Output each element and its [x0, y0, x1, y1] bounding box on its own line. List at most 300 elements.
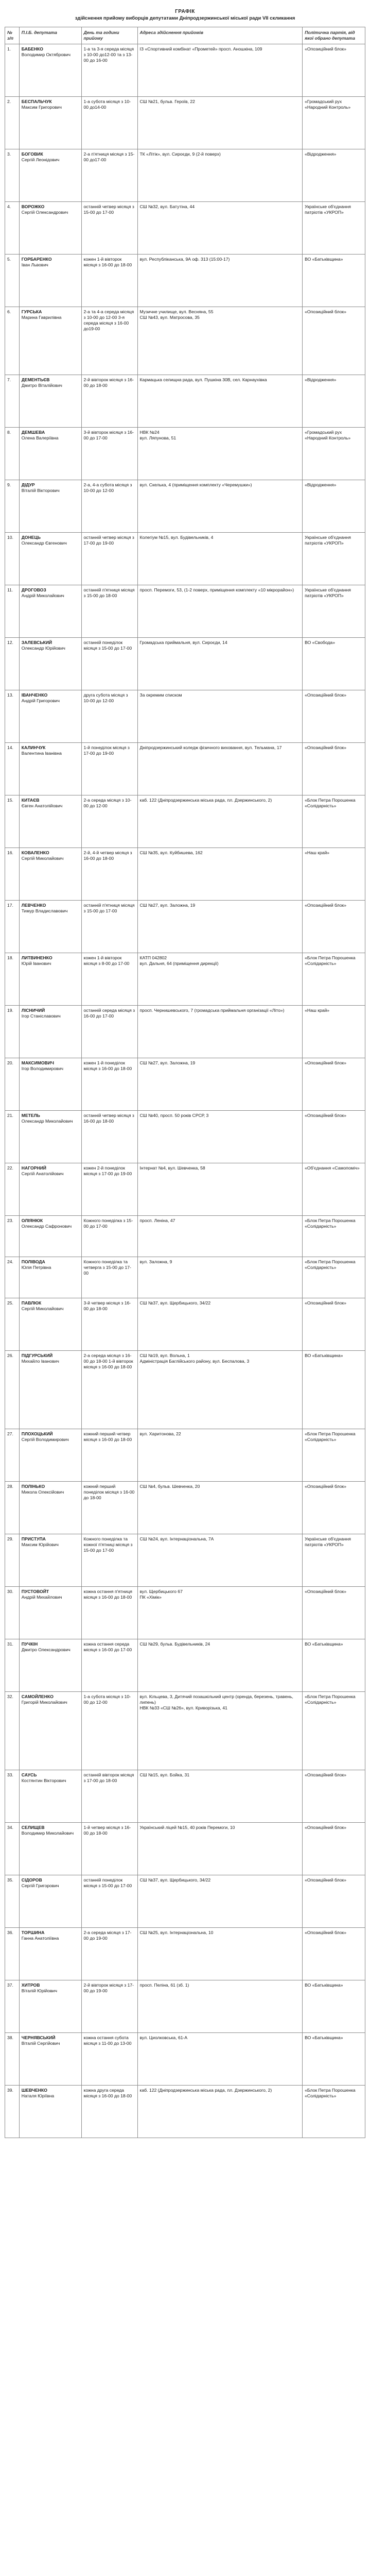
deputy-surname: ПАВЛЮК: [21, 1300, 42, 1306]
row-number: 34.: [5, 1823, 20, 1875]
deputy-name-cell: [19, 585, 81, 638]
table-row: [5, 1216, 365, 1257]
reception-address-cell: вул. Щербицького 67 ПК «Хімік»: [137, 1587, 303, 1639]
table-row: [5, 743, 365, 795]
reception-day-cell: кожна остання п'ятниця місяця з 16-00 до 18-00: [81, 1587, 137, 1639]
deputy-given-names: Максим Григорович: [21, 105, 62, 110]
reception-day-cell: 2-а та 4-а середа місяця з 10-00 до 12-00 3-я середа місяця з 16-00 до19-00: [81, 307, 137, 375]
reception-address-cell: СШ №24, вул. Інтернаціональна, 7А: [137, 1534, 303, 1587]
party-cell: «Опозиційний блок»: [303, 1770, 365, 1823]
reception-day-cell: кожен 1-й вівторок місяця з 8-00 до 17-00: [81, 953, 137, 1006]
row-number: 1.: [5, 44, 20, 97]
reception-day-cell: останній п'ятниця місяця з 15-00 до 18-00: [81, 585, 137, 638]
reception-address-cell: вул. Кільцева, 3, Дитячий позашкільний центр (оренда, березень, травень, липень) НВК №33 «СШ №26», вул. Криворізька, 41: [137, 1692, 303, 1770]
reception-address-cell: СШ №4, бульв. Шевченка, 20: [137, 1482, 303, 1534]
table-row: [5, 202, 365, 255]
reception-day-cell: 2-а п'ятниця місяця з 15-00 до17-00: [81, 149, 137, 202]
table-row: [5, 1639, 365, 1692]
table-row: [5, 149, 365, 202]
reception-day-cell: останній п'ятниця місяця з 15-00 до 17-00: [81, 901, 137, 953]
table-row: [5, 1692, 365, 1770]
deputy-name-cell: [19, 1639, 81, 1692]
row-number: 28.: [5, 1482, 20, 1534]
row-number: 3.: [5, 149, 20, 202]
reception-address-cell: СШ №35, вул. Куйбишева, 162: [137, 848, 303, 901]
reception-day-cell: друга субота місяця з 10-00 до 12-00: [81, 690, 137, 743]
table-row: [5, 1058, 365, 1111]
table-row: [5, 638, 365, 690]
reception-day-cell: кожний перший четвер місяця з 16-00 до 18-00: [81, 1429, 137, 1482]
deputy-surname: КИТАЄВ: [21, 798, 40, 803]
deputy-surname: СІДОРОВ: [21, 1877, 42, 1883]
party-cell: «Опозиційний блок»: [303, 901, 365, 953]
row-number: 13.: [5, 690, 20, 743]
row-number: 29.: [5, 1534, 20, 1587]
table-row: [5, 1823, 365, 1875]
deputy-surname: ШЕВЧЕНКО: [21, 2088, 47, 2093]
deputy-name-cell: [19, 1163, 81, 1216]
deputy-name-cell: [19, 2033, 81, 2086]
reception-address-cell: Громадська приймальня, вул. Сироєди, 14: [137, 638, 303, 690]
reception-day-cell: Кожного понеділка та четверга з 15-00 до 17-00: [81, 1257, 137, 1298]
table-row: [5, 2033, 365, 2086]
reception-address-cell: вул. Заложна, 9: [137, 1257, 303, 1298]
reception-day-cell: 2-а, 4-а субота місяця з 10-00 до 12-00: [81, 480, 137, 533]
row-number: 4.: [5, 202, 20, 255]
reception-day-cell: 2-а середа місяця з 17-00 до 19-00: [81, 1928, 137, 1980]
reception-address-cell: СШ №32, вул. Батутіна, 44: [137, 202, 303, 255]
reception-address-cell: Кармацька селищна рада, вул. Пушкіна 30В, сел. Карнаухівка: [137, 375, 303, 428]
reception-address-cell: СШ №29, бульв. Будівельників, 24: [137, 1639, 303, 1692]
deputy-given-names: Віталій Вікторович: [21, 488, 60, 493]
deputy-given-names: Сергій Миколайович: [21, 1306, 64, 1311]
deputy-given-names: Олександр Сафронович: [21, 1224, 72, 1229]
row-number: 6.: [5, 307, 20, 375]
deputy-name-cell: [19, 428, 81, 480]
reception-address-cell: просп. Чернишевського, 7 (громадська приймальня організації «Літо»): [137, 1006, 303, 1058]
reception-address-cell: вул. Циолковська, 61-А: [137, 2033, 303, 2086]
party-cell: «Блок Петра Порошенка «Солідарність»: [303, 953, 365, 1006]
table-row: [5, 1928, 365, 1980]
row-number: 2.: [5, 97, 20, 149]
deputy-surname: МАКСИМОВИЧ: [21, 1060, 54, 1065]
deputy-given-names: Дмитро Віталійович: [21, 383, 62, 388]
party-cell: ВО «Батьківщина»: [303, 1639, 365, 1692]
deputy-surname: БАБЕНКО: [21, 46, 43, 52]
deputy-surname: ХИТРОВ: [21, 1982, 40, 1988]
document-heading: [5, 8, 365, 22]
deputy-surname: БОГОВИК: [21, 151, 43, 157]
deputy-surname: ДІДУР: [21, 482, 35, 487]
deputy-name-cell: [19, 953, 81, 1006]
reception-day-cell: Кожного понеділка з 15-00 до 17-00: [81, 1216, 137, 1257]
deputy-name-cell: [19, 480, 81, 533]
deputy-name-cell: [19, 1006, 81, 1058]
deputy-given-names: Ігор Станіславович: [21, 1013, 61, 1019]
deputy-given-names: Сергій Миколайович: [21, 856, 64, 861]
reception-day-cell: кожний перший понеділок місяця з 16-00 до 18-00: [81, 1482, 137, 1534]
reception-address-cell: просп. Перемоги, 53, (1-2 поверх, приміщення комплекту «10 мікрорайон»): [137, 585, 303, 638]
deputy-surname: КОВАЛЕНКО: [21, 850, 49, 855]
table-row: [5, 1111, 365, 1163]
deputy-surname: ПЛОХОЦЬКИЙ: [21, 1431, 53, 1436]
reception-address-cell: СШ №40, просп. 50 років СРСР, 3: [137, 1111, 303, 1163]
deputy-given-names: Андрій Михайлович: [21, 1595, 62, 1600]
deputy-given-names: Максим Юрійович: [21, 1542, 59, 1547]
party-cell: «Опозиційний блок»: [303, 1587, 365, 1639]
party-cell: «Громадський рух «Народний Контроль»: [303, 428, 365, 480]
party-cell: Українське об'єднання патріотів «УКРОП»: [303, 533, 365, 585]
reception-address-cell: просп. Леніна, 47: [137, 1216, 303, 1257]
reception-day-cell: 3-й четвер місяця з 16-00 до 18-00: [81, 1298, 137, 1351]
reception-day-cell: кожен 2-й понеділок місяця з 17-00 до 19-00: [81, 1163, 137, 1216]
party-cell: ВО «Батьківщина»: [303, 1980, 365, 2033]
deputy-given-names: Віталій Юрійович: [21, 1988, 57, 1993]
deputy-given-names: Володимир Миколайович: [21, 1831, 74, 1836]
deputy-name-cell: [19, 1875, 81, 1928]
deputy-name-cell: [19, 638, 81, 690]
deputy-name-cell: [19, 1587, 81, 1639]
header-name: П.І.Б. депутата: [19, 27, 81, 44]
reception-address-cell: Музичне училище, вул. Весняна, 55 СШ №43, вул. Матросова, 35: [137, 307, 303, 375]
row-number: 39.: [5, 2086, 20, 2138]
deputy-surname: МЕТЕЛЬ: [21, 1113, 40, 1118]
deputy-given-names: Сергій Григорович: [21, 1883, 59, 1888]
deputy-name-cell: [19, 375, 81, 428]
party-cell: «Опозиційний блок»: [303, 1111, 365, 1163]
reception-day-cell: 2-й, 4-й четвер місяця з 16-00 до 18-00: [81, 848, 137, 901]
party-cell: «Відродження»: [303, 480, 365, 533]
table-row: [5, 1534, 365, 1587]
deputy-surname: СЕЛИЩЕВ: [21, 1825, 45, 1830]
deputy-name-cell: [19, 149, 81, 202]
party-cell: ВО «Батьківщина»: [303, 255, 365, 307]
deputy-surname: ЛЕВЧЕНКО: [21, 903, 46, 908]
row-number: 24.: [5, 1257, 20, 1298]
reception-day-cell: 1-й понеділок місяця з 17-00 до 19-00: [81, 743, 137, 795]
table-row: [5, 795, 365, 848]
deputy-given-names: Юрій Іванович: [21, 961, 51, 966]
deputy-surname: ПОЛІНЬКО: [21, 1484, 45, 1489]
table-row: [5, 428, 365, 480]
deputy-surname: НАГОРНИЙ: [21, 1165, 46, 1171]
party-cell: Українське об'єднання патріотів «УКРОП»: [303, 202, 365, 255]
party-cell: ВО «Батьківщина»: [303, 1351, 365, 1429]
table-row: [5, 480, 365, 533]
deputy-surname: ПРИСТУПА: [21, 1536, 46, 1541]
reception-day-cell: 3-й вівторок місяця з 16-00 до 17-00: [81, 428, 137, 480]
reception-day-cell: Кожного понеділка та кожної п'ятниці місяця з 15-00 до 17-00: [81, 1534, 137, 1587]
deputy-given-names: Григорій Миколайович: [21, 1700, 67, 1705]
deputy-given-names: Валентина Іванівна: [21, 751, 62, 756]
table-row: [5, 953, 365, 1006]
deputy-name-cell: [19, 690, 81, 743]
deputy-given-names: Олександр Юрійович: [21, 646, 65, 651]
deputy-name-cell: [19, 795, 81, 848]
deputy-given-names: Наталя Юріївна: [21, 2093, 55, 2098]
row-number: 33.: [5, 1770, 20, 1823]
deputy-name-cell: [19, 1298, 81, 1351]
deputy-name-cell: [19, 2086, 81, 2138]
table-row: [5, 585, 365, 638]
reception-day-cell: 1-а субота місяця з 10-00 до 12-00: [81, 1692, 137, 1770]
reception-day-cell: 2-а середа місяця з 10-00 до 12-00: [81, 795, 137, 848]
reception-address-cell: вул. Скелька, 4 (приміщення комплекту «Черемушки»): [137, 480, 303, 533]
deputy-given-names: Дмитро Олександрович: [21, 1647, 71, 1652]
deputy-name-cell: [19, 255, 81, 307]
reception-address-cell: просп. Пеліна, 61 (зб. 1): [137, 1980, 303, 2033]
deputy-given-names: Ганна Анатоліївна: [21, 1936, 59, 1941]
deputy-surname: ЛИТВИНЕНКО: [21, 955, 52, 960]
table-row: [5, 1298, 365, 1351]
deputy-given-names: Олександр Миколайович: [21, 1118, 73, 1124]
party-cell: «Опозиційний блок»: [303, 307, 365, 375]
reception-address-cell: каб. 122 (Дніпродзержинська міська рада, пл. Дзержинського, 2): [137, 795, 303, 848]
party-cell: Українське об'єднання патріотів «УКРОП»: [303, 585, 365, 638]
deputy-surname: ГУРСЬКА: [21, 309, 42, 314]
row-number: 25.: [5, 1298, 20, 1351]
table-row: [5, 690, 365, 743]
party-cell: «Блок Петра Порошенка «Солідарність»: [303, 795, 365, 848]
party-cell: ВО «Батьківщина»: [303, 2033, 365, 2086]
party-cell: «Блок Петра Порошенка «Солідарність»: [303, 1216, 365, 1257]
table-row: [5, 1163, 365, 1216]
deputy-given-names: Сергій Олександрович: [21, 210, 68, 215]
table-row: [5, 1980, 365, 2033]
deputy-surname: ДЕМЕНТЬЄВ: [21, 377, 50, 382]
table-row: [5, 255, 365, 307]
party-cell: «Опозиційний блок»: [303, 1482, 365, 1534]
reception-day-cell: останній понеділок місяця з 15-00 до 17-00: [81, 1875, 137, 1928]
deputy-name-cell: [19, 1111, 81, 1163]
deputy-given-names: Іван Львович: [21, 262, 48, 267]
deputy-name-cell: [19, 1216, 81, 1257]
table-row: [5, 1006, 365, 1058]
row-number: 30.: [5, 1587, 20, 1639]
party-cell: «Опозиційний блок»: [303, 690, 365, 743]
reception-day-cell: 2-й вівторок місяця з 16-00 до 18-00: [81, 375, 137, 428]
deputy-name-cell: [19, 1534, 81, 1587]
row-number: 26.: [5, 1351, 20, 1429]
row-number: 23.: [5, 1216, 20, 1257]
reception-day-cell: 2-а середа місяця з 16-00 до 18-00 1-й вівторок місяця з 16-00 до 18-00: [81, 1351, 137, 1429]
row-number: 31.: [5, 1639, 20, 1692]
party-cell: ВО «Свобода»: [303, 638, 365, 690]
deputy-given-names: Олександр Євгенович: [21, 540, 67, 546]
party-cell: «Опозиційний блок»: [303, 1058, 365, 1111]
deputy-name-cell: [19, 44, 81, 97]
row-number: 27.: [5, 1429, 20, 1482]
deputy-given-names: Сергій Леонідович: [21, 157, 60, 162]
row-number: 35.: [5, 1875, 20, 1928]
reception-day-cell: 1-й четвер місяця з 16-00 до 18-00: [81, 1823, 137, 1875]
party-cell: «Опозиційний блок»: [303, 1298, 365, 1351]
deputy-name-cell: [19, 97, 81, 149]
deputy-name-cell: [19, 1257, 81, 1298]
reception-day-cell: останній четвер місяця з 17-00 до 19-00: [81, 533, 137, 585]
party-cell: «Опозиційний блок»: [303, 44, 365, 97]
row-number: 36.: [5, 1928, 20, 1980]
deputy-given-names: Микола Олексійович: [21, 1489, 64, 1495]
row-number: 14.: [5, 743, 20, 795]
table-row: [5, 1587, 365, 1639]
reception-day-cell: останній четвер місяця з 15-00 до 17-00: [81, 202, 137, 255]
reception-day-cell: останній понеділок місяця з 15-00 до 17-00: [81, 638, 137, 690]
deputy-surname: ЗАЛЕВСЬКИЙ: [21, 640, 52, 645]
table-row: [5, 1429, 365, 1482]
reception-day-cell: кожна друга середа місяця з 16-00 до 18-00: [81, 2086, 137, 2138]
reception-address-cell: СШ №27, вул. Заложна, 19: [137, 1058, 303, 1111]
deputy-given-names: Сергій Володимирович: [21, 1437, 69, 1442]
reception-schedule-table: [5, 27, 365, 2138]
deputy-name-cell: [19, 1692, 81, 1770]
reception-address-cell: КАТП 042802 вул. Дальня, 64 (приміщення дирекції): [137, 953, 303, 1006]
row-number: 12.: [5, 638, 20, 690]
deputy-given-names: Костянтин Вікторович: [21, 1778, 66, 1783]
deputy-name-cell: [19, 901, 81, 953]
deputy-name-cell: [19, 1770, 81, 1823]
row-number: 9.: [5, 480, 20, 533]
reception-day-cell: кожна остання субота місяця з 11-00 до 13-00: [81, 2033, 137, 2086]
party-cell: «Громадський рух «Народний Контроль»: [303, 97, 365, 149]
deputy-given-names: Ігор Володимирович: [21, 1066, 64, 1071]
document-title: ГРАФІК: [175, 9, 195, 14]
deputy-name-cell: [19, 1058, 81, 1111]
deputy-name-cell: [19, 1928, 81, 1980]
deputy-surname: ДОНЕЦЬ: [21, 535, 41, 540]
document-subtitle: здійснення прийому виборців депутатами Дніпродзержинської міської ради VII скликання: [75, 15, 295, 21]
row-number: 21.: [5, 1111, 20, 1163]
reception-address-cell: За окремим списком: [137, 690, 303, 743]
table-body: [5, 44, 365, 2138]
party-cell: «Блок Петра Порошенка «Солідарність»: [303, 1257, 365, 1298]
reception-day-cell: 1-а та 3-я середа місяця з 10-00 до12-00 та з 13-00 до 16-00: [81, 44, 137, 97]
deputy-name-cell: [19, 743, 81, 795]
reception-address-cell: НВК №24 вул. Ляпунова, 51: [137, 428, 303, 480]
row-number: 10.: [5, 533, 20, 585]
reception-address-cell: СШ №19, вул. Вольна, 1 Адміністрація Баглійського району, вул. Беспалова, 3: [137, 1351, 303, 1429]
party-cell: «Відродження»: [303, 375, 365, 428]
reception-address-cell: каб. 122 (Дніпродзержинська міська рада, пл. Дзержинського, 2): [137, 2086, 303, 2138]
party-cell: «Блок Петра Порошенка «Солідарність»: [303, 1429, 365, 1482]
row-number: 5.: [5, 255, 20, 307]
table-row: [5, 375, 365, 428]
party-cell: Українське об'єднання патріотів «УКРОП»: [303, 1534, 365, 1587]
reception-address-cell: Інтернат №4, вул. Шевченка, 58: [137, 1163, 303, 1216]
reception-address-cell: СШ №21, бульв. Героїв, 22: [137, 97, 303, 149]
deputy-name-cell: [19, 307, 81, 375]
row-number: 38.: [5, 2033, 20, 2086]
deputy-name-cell: [19, 1429, 81, 1482]
table-row: [5, 1482, 365, 1534]
deputy-name-cell: [19, 202, 81, 255]
header-address: Адреса здійснення прийомів: [137, 27, 303, 44]
header-party: Політична партія, від якої обрано депутата: [303, 27, 365, 44]
deputy-surname: ПУЧКІН: [21, 1641, 38, 1647]
party-cell: «Опозиційний блок»: [303, 1823, 365, 1875]
deputy-surname: ЛІСНИЧИЙ: [21, 1008, 45, 1013]
reception-address-cell: СШ №15, вул. Бойка, 31: [137, 1770, 303, 1823]
deputy-surname: ВОРОЖКО: [21, 204, 45, 209]
row-number: 11.: [5, 585, 20, 638]
deputy-surname: ПУСТОВОЙТ: [21, 1589, 49, 1594]
reception-address-cell: СШ №37, вул. Щербицького, 34/22: [137, 1875, 303, 1928]
table-row: [5, 533, 365, 585]
reception-address-cell: вул. Харитонова, 22: [137, 1429, 303, 1482]
row-number: 7.: [5, 375, 20, 428]
table-row: [5, 2086, 365, 2138]
reception-day-cell: останній четвер місяця з 16-00 до 18-00: [81, 1111, 137, 1163]
reception-day-cell: 2-й вівторок місяця з 17-00 до 19-00: [81, 1980, 137, 2033]
deputy-name-cell: [19, 1351, 81, 1429]
row-number: 16.: [5, 848, 20, 901]
deputy-given-names: Володимир Октябрович: [21, 52, 71, 57]
table-row: [5, 1875, 365, 1928]
deputy-given-names: Михайло Іванович: [21, 1359, 59, 1364]
deputy-given-names: Тимур Владиславович: [21, 908, 68, 913]
row-number: 17.: [5, 901, 20, 953]
row-number: 18.: [5, 953, 20, 1006]
table-row: [5, 307, 365, 375]
deputy-name-cell: [19, 1823, 81, 1875]
row-number: 20.: [5, 1058, 20, 1111]
reception-address-cell: ТК «Літік», вул. Сироєди, 9 (2-й поверх): [137, 149, 303, 202]
party-cell: «Опозиційний блок»: [303, 1875, 365, 1928]
party-cell: «Відродження»: [303, 149, 365, 202]
deputy-surname: ДЕМШЕВА: [21, 430, 45, 435]
row-number: 8.: [5, 428, 20, 480]
reception-address-cell: Дніпродзержинський коледж фізичного виховання, вул. Тельмана, 17: [137, 743, 303, 795]
party-cell: «Опозиційний блок»: [303, 1928, 365, 1980]
party-cell: «Блок Петра Порошенка «Солідарність»: [303, 1692, 365, 1770]
deputy-surname: ГОРБАРЕНКО: [21, 257, 52, 262]
deputy-surname: ЧЕРНЯВСЬКИЙ: [21, 2035, 56, 2040]
reception-day-cell: 1-а субота місяця з 10-00 до14-00: [81, 97, 137, 149]
table-row: [5, 44, 365, 97]
row-number: 22.: [5, 1163, 20, 1216]
row-number: 32.: [5, 1692, 20, 1770]
reception-day-cell: кожен 1-й понеділок місяця з 16-00 до 18-00: [81, 1058, 137, 1111]
deputy-name-cell: [19, 848, 81, 901]
deputy-given-names: Віталій Сергійович: [21, 2041, 60, 2046]
row-number: 19.: [5, 1006, 20, 1058]
table-row: [5, 848, 365, 901]
table-row: [5, 1351, 365, 1429]
deputy-surname: ТОРШИНА: [21, 1930, 45, 1935]
deputy-name-cell: [19, 1980, 81, 2033]
reception-day-cell: кожен 1-й вівторок місяця з 16-00 до 18-00: [81, 255, 137, 307]
deputy-given-names: Олена Валеріївна: [21, 435, 59, 440]
reception-address-cell: СШ №37, вул. Щербицького, 34/22: [137, 1298, 303, 1351]
header-day: День та години прийому: [81, 27, 137, 44]
table-header-row: [5, 27, 365, 44]
deputy-surname: КАЛИНЧУК: [21, 745, 46, 750]
reception-address-cell: СШ №25, вул. Інтернаціональна, 10: [137, 1928, 303, 1980]
table-row: [5, 1770, 365, 1823]
deputy-surname: ДРОГОВОЗ: [21, 587, 46, 592]
party-cell: «Блок Петра Порошенка «Солідарність»: [303, 2086, 365, 2138]
deputy-given-names: Євген Анатолійович: [21, 803, 63, 808]
deputy-surname: БЕСПАЛЬЧУК: [21, 99, 52, 104]
row-number: 15.: [5, 795, 20, 848]
reception-day-cell: кожна остання середа місяця з 16-00 до 17-00: [81, 1639, 137, 1692]
deputy-surname: САМОЙЛЕНКО: [21, 1694, 54, 1699]
deputy-surname: САУСЬ: [21, 1772, 37, 1777]
deputy-surname: ПІДГУРСЬКИЙ: [21, 1353, 53, 1358]
party-cell: «Об'єднання «Самопоміч»: [303, 1163, 365, 1216]
deputy-given-names: Юлія Петрівна: [21, 1265, 51, 1270]
reception-address-cell: Колегіум №15, вул. Будівельників, 4: [137, 533, 303, 585]
